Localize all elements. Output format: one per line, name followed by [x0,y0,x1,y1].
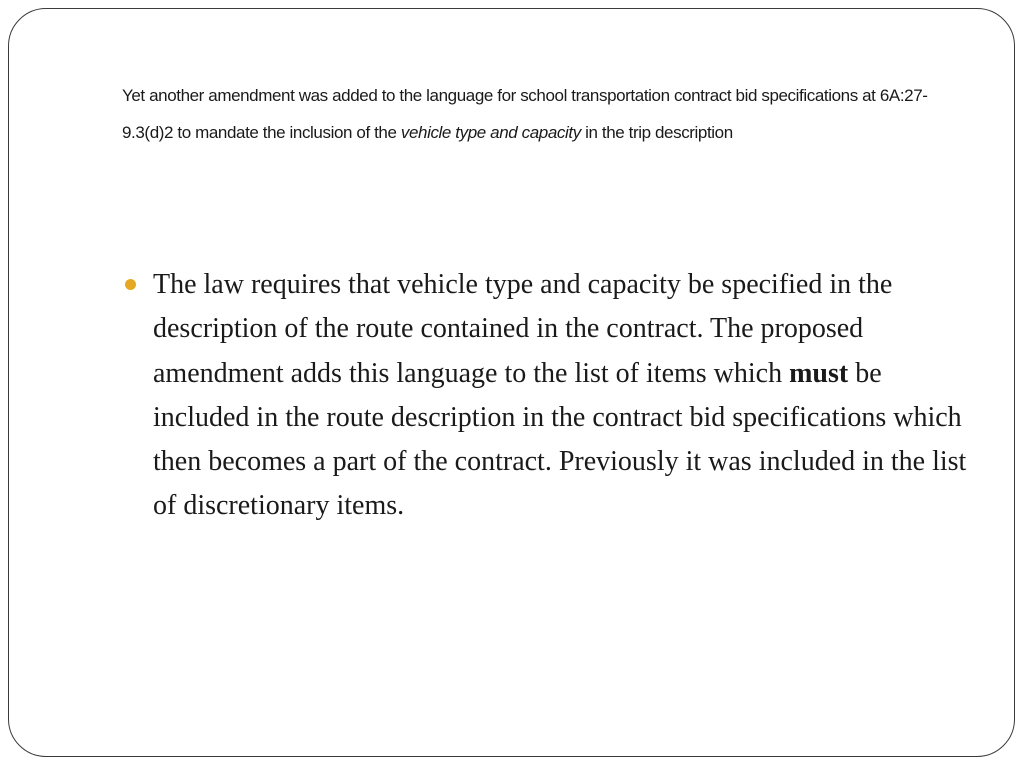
bullet-bold-word: must [789,357,849,389]
bullet-list [122,263,982,529]
title-text-end: in the trip description [580,123,733,142]
bullet-text-end: be included in the route description in the contract bid specifications which then becomes a part of the contract. Previously it was included in the list of discretionary items. [153,357,967,522]
bullet-dot-icon [125,279,136,290]
title-emphasis: vehicle type and capacity [400,123,581,142]
title-text-start: Yet another amendment was added to the language for school transportation contract bid specifications at 6A:27-9.3(d)2 to mandate the inclusion of the [122,86,928,142]
slide-title [122,77,972,151]
slide-frame [8,8,1015,757]
bullet-text-start: The law requires that vehicle type and capacity be specified in the description of the route contained in the contract. The proposed amendment adds this language to the list of items which [153,269,893,389]
bullet-item [122,263,982,529]
